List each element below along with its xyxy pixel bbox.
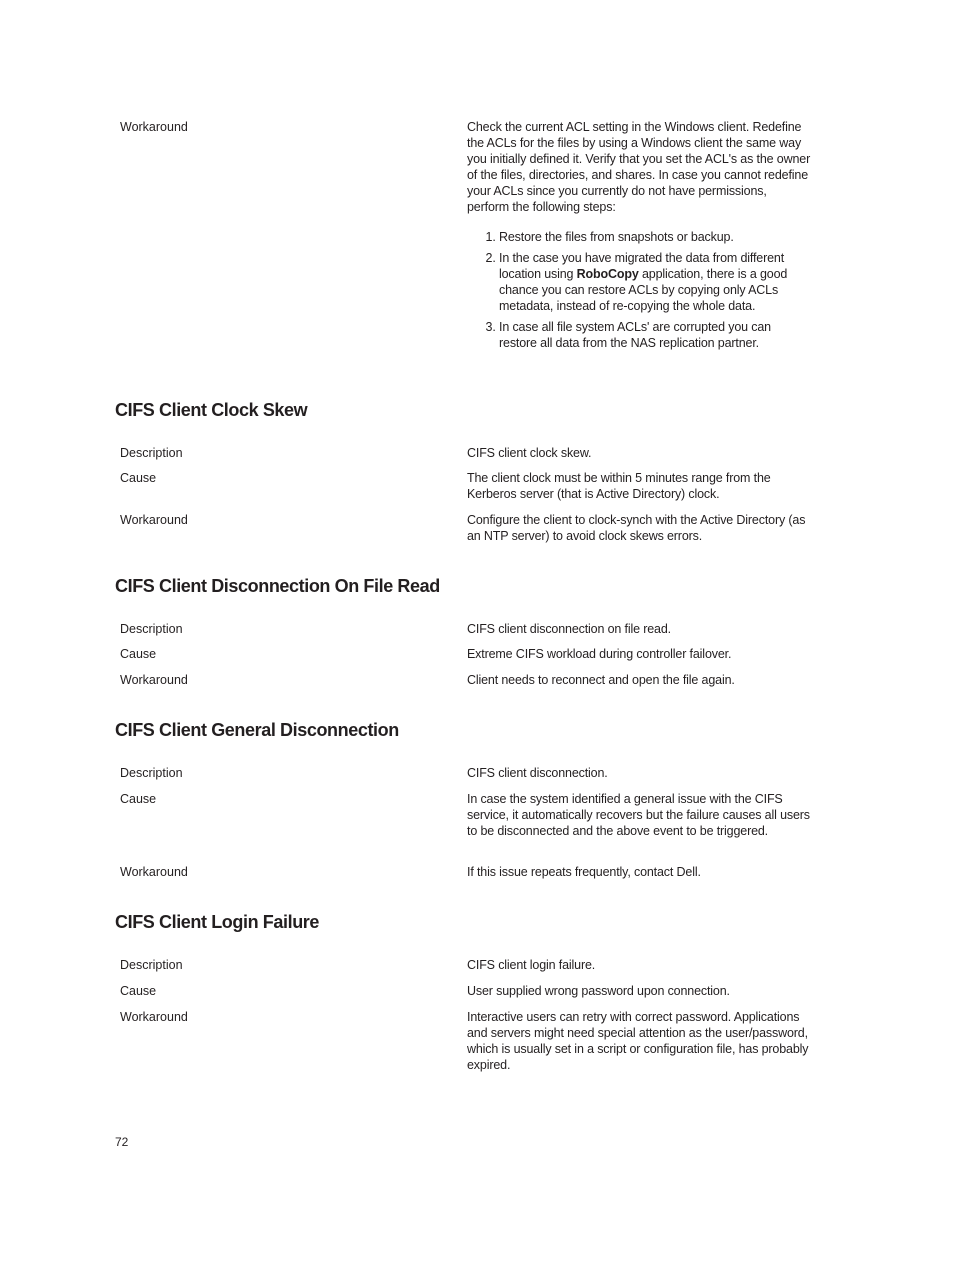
step-2-text-after: application, there is a good chance you can restore ACLs by copying only ACLs metadata, instead of re-copying the whole data. [499,267,788,313]
cause-value: The client clock must be within 5 minutes range from the Kerberos server (that is Active Directory) clock. [467,471,771,501]
description-value: CIFS client clock skew. [467,446,592,460]
intro-workaround-text: Check the current ACL setting in the Windows client. Redefine the ACLs for the files by using a Windows client the same way you initially defined it. Verify that you set the ACL's as the owner of the files, directories, and shares. In case you cannot redefine your ACLs since you currently do not have permissions, perform the following steps: [467,120,811,214]
cause-value: In case the system identified a general issue with the CIFS service, it automatically recovers but the failure causes all users to be disconnected and the above event to be triggered. [467,792,810,838]
workaround-value: Configure the client to clock-synch with the Active Directory (as an NTP server) to avoid clock skews errors. [467,513,806,543]
cause-value: Extreme CIFS workload during controller failover. [467,647,732,661]
robocopy-term: RoboCopy [576,267,639,281]
intro-workaround-label: Workaround [120,120,188,134]
workaround-value: Interactive users can retry with correct password. Applications and servers might need special attention as the user/password, which is usually set in a script or configuration file, has probably expired. [467,1010,809,1072]
description-label: Description [120,766,183,780]
description-label: Description [120,958,183,972]
cause-label: Cause [120,792,157,806]
workaround-label: Workaround [120,1010,188,1024]
workaround-label: Workaround [120,865,188,879]
general-disconnect-heading: CIFS Client General Disconnection [115,720,399,740]
clock-skew-heading: CIFS Client Clock Skew [115,400,308,420]
cause-label: Cause [120,984,157,998]
disconnect-read-heading: CIFS Client Disconnection On File Read [115,576,440,596]
restore-steps-list [467,229,812,351]
description-value: CIFS client disconnection on file read. [467,622,671,636]
step-1: 1. Restore the files from snapshots or backup. [499,229,812,245]
page-number: 72 [115,1135,129,1149]
workaround-value: If this issue repeats frequently, contact Dell. [467,865,701,879]
cause-label: Cause [120,471,157,485]
intro-workaround-value [467,119,812,356]
description-label: Description [120,622,183,636]
step-2-text-before: In the case you have migrated the data from different location using [499,251,785,281]
description-value: CIFS client login failure. [467,958,596,972]
step-3: 3. In case all file system ACLs' are corrupted you can restore all data from the NAS replication partner. [499,319,812,351]
workaround-value: Client needs to reconnect and open the file again. [467,673,735,687]
login-failure-heading: CIFS Client Login Failure [115,912,320,932]
workaround-label: Workaround [120,513,188,527]
step-2 [499,250,812,314]
workaround-label: Workaround [120,673,188,687]
description-value: CIFS client disconnection. [467,766,608,780]
description-label: Description [120,446,183,460]
cause-label: Cause [120,647,157,661]
cause-value: User supplied wrong password upon connection. [467,984,730,998]
